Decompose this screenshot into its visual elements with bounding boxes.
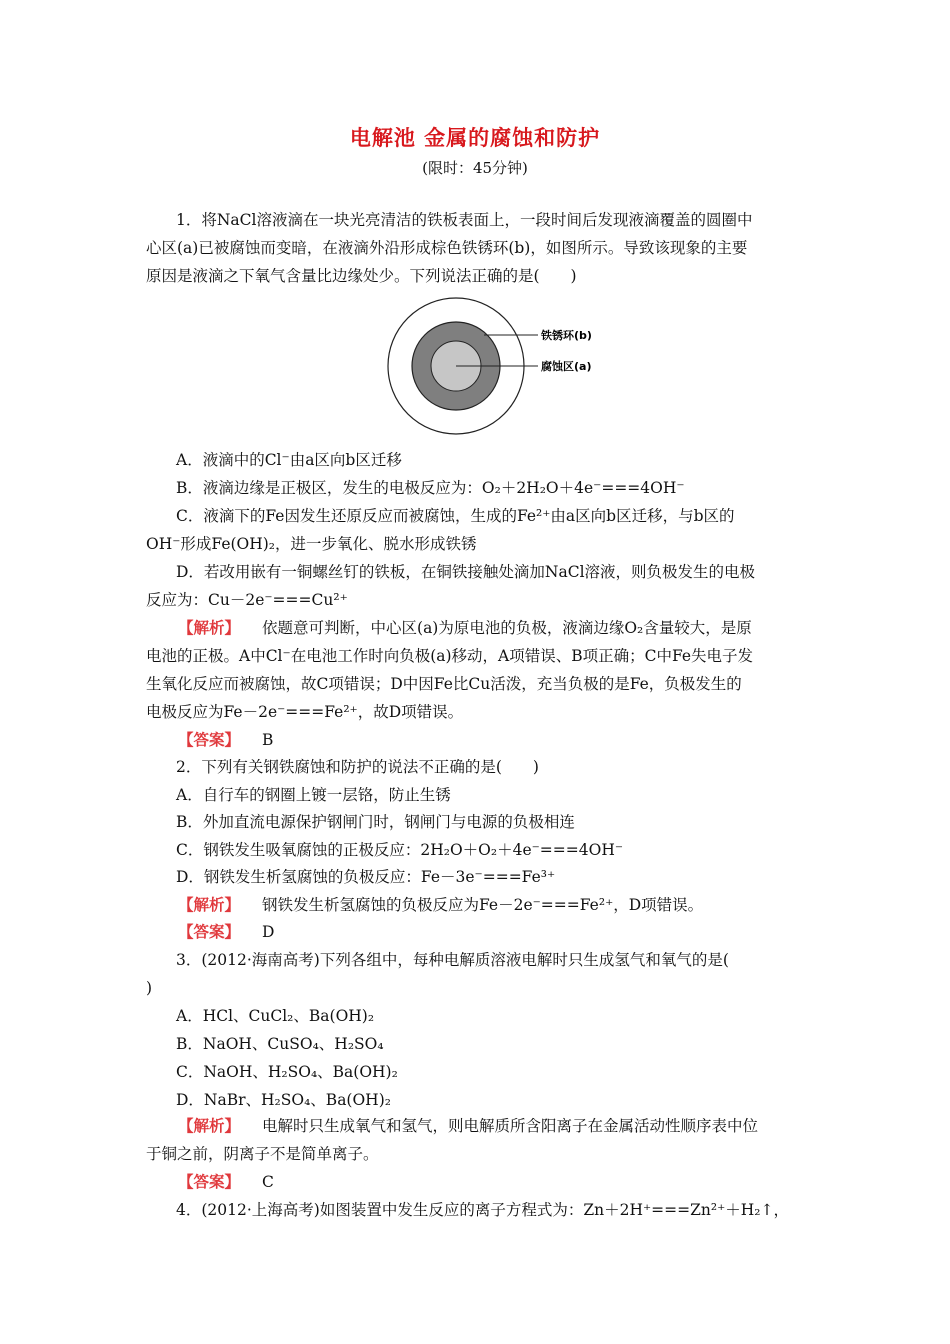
q3-option-b: B．NaOH、CuSO₄、H₂SO₄ xyxy=(176,1035,384,1053)
q1-answer-line xyxy=(178,730,273,750)
q1-stem-line-1: 1．将NaCl溶液滴在一块光亮清洁的铁板表面上，一段时间后发现液滴覆盖的圆圈中 xyxy=(176,211,753,229)
q1-analysis-text-1: 依题意可判断，中心区(a)为原电池的负极，液滴边缘O₂含量较大，是原 xyxy=(262,619,752,637)
q1-analysis-line-2: 电池的正极。A中Cl⁻在电池工作时向负极(a)移动，A项错误、B项正确；C中Fe失电子发 xyxy=(146,647,754,665)
q1-analysis-line-3: 生氧化反应而被腐蚀，故C项错误；D中因Fe比Cu活泼，充当负极的是Fe，负极发生的 xyxy=(146,675,742,693)
corrosion-diagram xyxy=(380,297,620,437)
time-limit: (限时：45分钟) xyxy=(422,159,528,177)
q3-stem-line-1: 3．(2012·海南高考)下列各组中，每种电解质溶液电解时只生成氢气和氧气的是( xyxy=(176,951,729,969)
q3-option-d: D．NaBr、H₂SO₄、Ba(OH)₂ xyxy=(176,1091,391,1109)
q1-option-b: B．液滴边缘是正极区，发生的电极反应为：O₂＋2H₂O＋4e⁻===4OH⁻ xyxy=(176,479,685,497)
q3-answer-line xyxy=(178,1172,274,1192)
q3-analysis-text-1: 电解时只生成氧气和氢气，则电解质所含阳离子在金属活动性顺序表中位 xyxy=(262,1117,759,1135)
q3-option-a: A．HCl、CuCl₂、Ba(OH)₂ xyxy=(176,1007,375,1025)
q2-stem: 2．下列有关钢铁腐蚀和防护的说法不正确的是( ) xyxy=(176,758,539,776)
q1-stem-line-3: 原因是液滴之下氧气含量比边缘处少。下列说法正确的是( ) xyxy=(146,267,577,285)
q1-option-d-line-1: D．若改用嵌有一铜螺丝钉的铁板，在铜铁接触处滴加NaCl溶液，则负极发生的电极 xyxy=(176,563,756,581)
q2-answer-line xyxy=(178,922,274,942)
q3-analysis-line-2: 于铜之前，阴离子不是简单离子。 xyxy=(146,1145,379,1163)
q1-analysis-tag: 【解析】 xyxy=(178,618,241,637)
label-corrosion-zone: 腐蚀区(a) xyxy=(541,360,592,373)
q2-answer-tag: 【答案】 xyxy=(178,922,241,941)
q3-stem-line-2: ) xyxy=(146,979,153,997)
q2-option-c: C．钢铁发生吸氧腐蚀的正极反应：2H₂O＋O₂＋4e⁻===4OH⁻ xyxy=(176,841,624,859)
q2-answer-value: D xyxy=(262,923,275,941)
q1-answer-value: B xyxy=(262,731,274,749)
q1-stem-line-2: 心区(a)已被腐蚀而变暗，在液滴外沿形成棕色铁锈环(b)，如图所示。导致该现象的主要 xyxy=(146,239,748,257)
page-title: 电解池 金属的腐蚀和防护 xyxy=(349,125,601,150)
q3-analysis-line-1 xyxy=(178,1116,758,1136)
q3-answer-value: C xyxy=(262,1173,274,1191)
q1-option-a: A．液滴中的Cl⁻由a区向b区迁移 xyxy=(176,451,402,469)
q4-stem: 4．(2012·上海高考)如图装置中发生反应的离子方程式为：Zn＋2H⁺===Zn²⁺＋H₂↑， xyxy=(176,1201,789,1219)
q1-analysis-line-4: 电极反应为Fe－2e⁻===Fe²⁺，故D项错误。 xyxy=(146,703,464,721)
q3-option-c: C．NaOH、H₂SO₄、Ba(OH)₂ xyxy=(176,1063,398,1081)
q1-analysis-line-1 xyxy=(178,618,752,638)
q1-option-d-line-2: 反应为：Cu－2e⁻===Cu²⁺ xyxy=(146,591,348,609)
q3-analysis-tag: 【解析】 xyxy=(178,1116,241,1135)
q1-option-c-line-2: OH⁻形成Fe(OH)₂，进一步氧化、脱水形成铁锈 xyxy=(146,535,477,553)
q3-answer-tag: 【答案】 xyxy=(178,1172,241,1191)
q2-option-d: D．钢铁发生析氢腐蚀的负极反应：Fe－3e⁻===Fe³⁺ xyxy=(176,868,556,886)
q2-option-a: A．自行车的钢圈上镀一层铬，防止生锈 xyxy=(176,786,451,804)
label-rust-ring: 铁锈环(b) xyxy=(541,329,592,342)
q1-answer-tag: 【答案】 xyxy=(178,730,241,749)
q2-analysis-text: 钢铁发生析氢腐蚀的负极反应为Fe－2e⁻===Fe²⁺，D项错误。 xyxy=(262,896,704,914)
q2-option-b: B．外加直流电源保护钢闸门时，钢闸门与电源的负极相连 xyxy=(176,813,575,831)
q2-analysis-line xyxy=(178,895,703,915)
q1-option-c-line-1: C．液滴下的Fe因发生还原反应而被腐蚀，生成的Fe²⁺由a区向b区迁移，与b区的 xyxy=(176,507,735,525)
q2-analysis-tag: 【解析】 xyxy=(178,895,241,914)
